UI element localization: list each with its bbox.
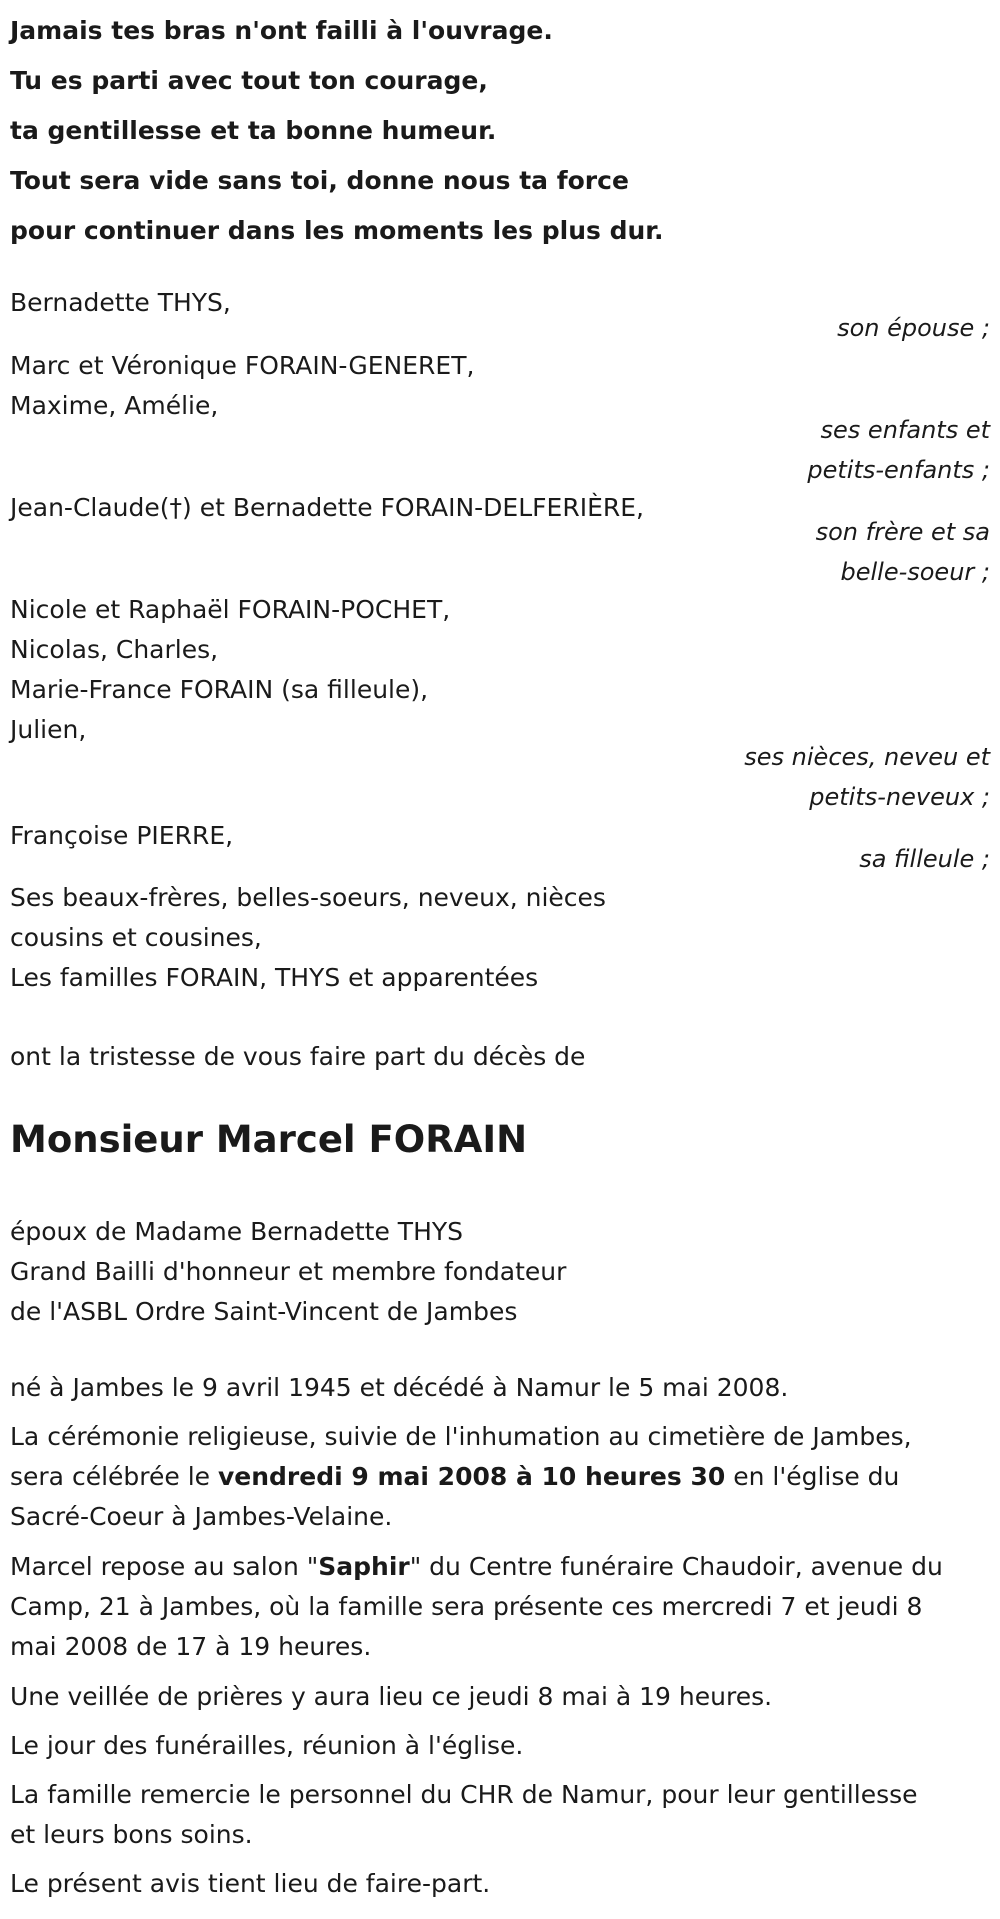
family-name: Marie-France FORAIN (sa filleule), (10, 675, 429, 704)
deceased-titles (10, 1212, 566, 1332)
vigil-info (10, 1677, 992, 1717)
ceremony-date: vendredi 9 mai 2008 à 10 heures 30 (217, 1462, 726, 1491)
poem-line: ta gentillesse et ta bonne humeur. (10, 116, 497, 145)
ceremony-line (10, 1457, 992, 1497)
relation-text: ses enfants et (820, 416, 990, 444)
salon-name: Saphir (318, 1552, 410, 1581)
ceremony-info (10, 1417, 992, 1537)
notice-info (10, 1864, 992, 1904)
title-line: de l'ASBL Ordre Saint-Vincent de Jambes (10, 1297, 518, 1326)
family-name: Maxime, Amélie, (10, 391, 219, 420)
relation-text: belle-soeur ; (840, 558, 990, 586)
funeral-day-info (10, 1726, 992, 1766)
godchild-relation (490, 839, 990, 879)
announcement-text: ont la tristesse de vous faire part du décès de (10, 1042, 586, 1071)
relation-text: petits-enfants ; (807, 456, 990, 484)
salon-text: Marcel repose au salon " (10, 1552, 319, 1581)
ceremony-text: en l'église du (725, 1462, 900, 1491)
children-names (10, 346, 474, 426)
salon-line (10, 1547, 992, 1587)
poem (10, 6, 990, 256)
godchild-names (10, 816, 233, 856)
thanks-line: et leurs bons soins. (10, 1820, 253, 1849)
vigil-text: Une veillée de prières y aura lieu ce jeudi 8 mai à 19 heures. (10, 1682, 773, 1711)
salon-line: Camp, 21 à Jambes, où la famille sera présente ces mercredi 7 et jeudi 8 (10, 1592, 923, 1621)
notice-text: Le présent avis tient lieu de faire-part. (10, 1869, 491, 1898)
sibling-relation (490, 512, 990, 592)
announcement (10, 1037, 585, 1077)
poem-line: Tout sera vide sans toi, donne nous ta force (10, 166, 629, 195)
ceremony-text: sera célébrée le (10, 1462, 218, 1491)
ceremony-line: La cérémonie religieuse, suivie de l'inhumation au cimetière de Jambes, (10, 1422, 912, 1451)
family-name: Ses beaux-frères, belles-soeurs, neveux, nièces (10, 883, 606, 912)
salon-line: mai 2008 de 17 à 19 heures. (10, 1632, 372, 1661)
relation-text: ses nièces, neveu et (744, 743, 990, 771)
family-name: Bernadette THYS, (10, 288, 231, 317)
title-line: époux de Madame Bernadette THYS (10, 1217, 464, 1246)
salon-info (10, 1547, 992, 1667)
birth-death (10, 1368, 992, 1408)
children-relation (490, 410, 990, 490)
relation-text: petits-neveux ; (809, 783, 990, 811)
thanks-line: La famille remercie le personnel du CHR de Namur, pour leur gentillesse (10, 1780, 918, 1809)
family-name: Nicole et Raphaël FORAIN-POCHET, (10, 595, 451, 624)
family-name: Julien, (10, 715, 87, 744)
spouse-relation (490, 308, 990, 348)
other-relatives (10, 878, 606, 998)
poem-line: Tu es parti avec tout ton courage, (10, 66, 488, 95)
family-name: Jean-Claude(†) et Bernadette FORAIN-DELFERIÈRE, (10, 493, 644, 522)
poem-line: Jamais tes bras n'ont failli à l'ouvrage. (10, 16, 553, 45)
birth-death-text: né à Jambes le 9 avril 1945 et décédé à Namur le 5 mai 2008. (10, 1373, 789, 1402)
relation-text: son épouse ; (837, 314, 990, 342)
salon-text: " du Centre funéraire Chaudoir, avenue du (409, 1552, 943, 1581)
nieces-names (10, 590, 450, 750)
relation-text: sa filleule ; (859, 845, 990, 873)
nieces-relation (490, 737, 990, 817)
spouse-names (10, 283, 231, 323)
poem-line: pour continuer dans les moments les plus dur. (10, 216, 664, 245)
family-name: Nicolas, Charles, (10, 635, 219, 664)
thanks-info (10, 1775, 992, 1855)
family-name: Marc et Véronique FORAIN-GENERET, (10, 351, 475, 380)
funeral-day-text: Le jour des funérailles, réunion à l'église. (10, 1731, 524, 1760)
ceremony-line: Sacré-Coeur à Jambes-Velaine. (10, 1502, 393, 1531)
relation-text: son frère et sa (815, 518, 990, 546)
family-name: cousins et cousines, (10, 923, 262, 952)
family-name: Les familles FORAIN, THYS et apparentées (10, 963, 539, 992)
family-name: Françoise PIERRE, (10, 821, 234, 850)
title-line: Grand Bailli d'honneur et membre fondateur (10, 1257, 567, 1286)
deceased-name: Monsieur Marcel FORAIN (10, 1118, 528, 1161)
